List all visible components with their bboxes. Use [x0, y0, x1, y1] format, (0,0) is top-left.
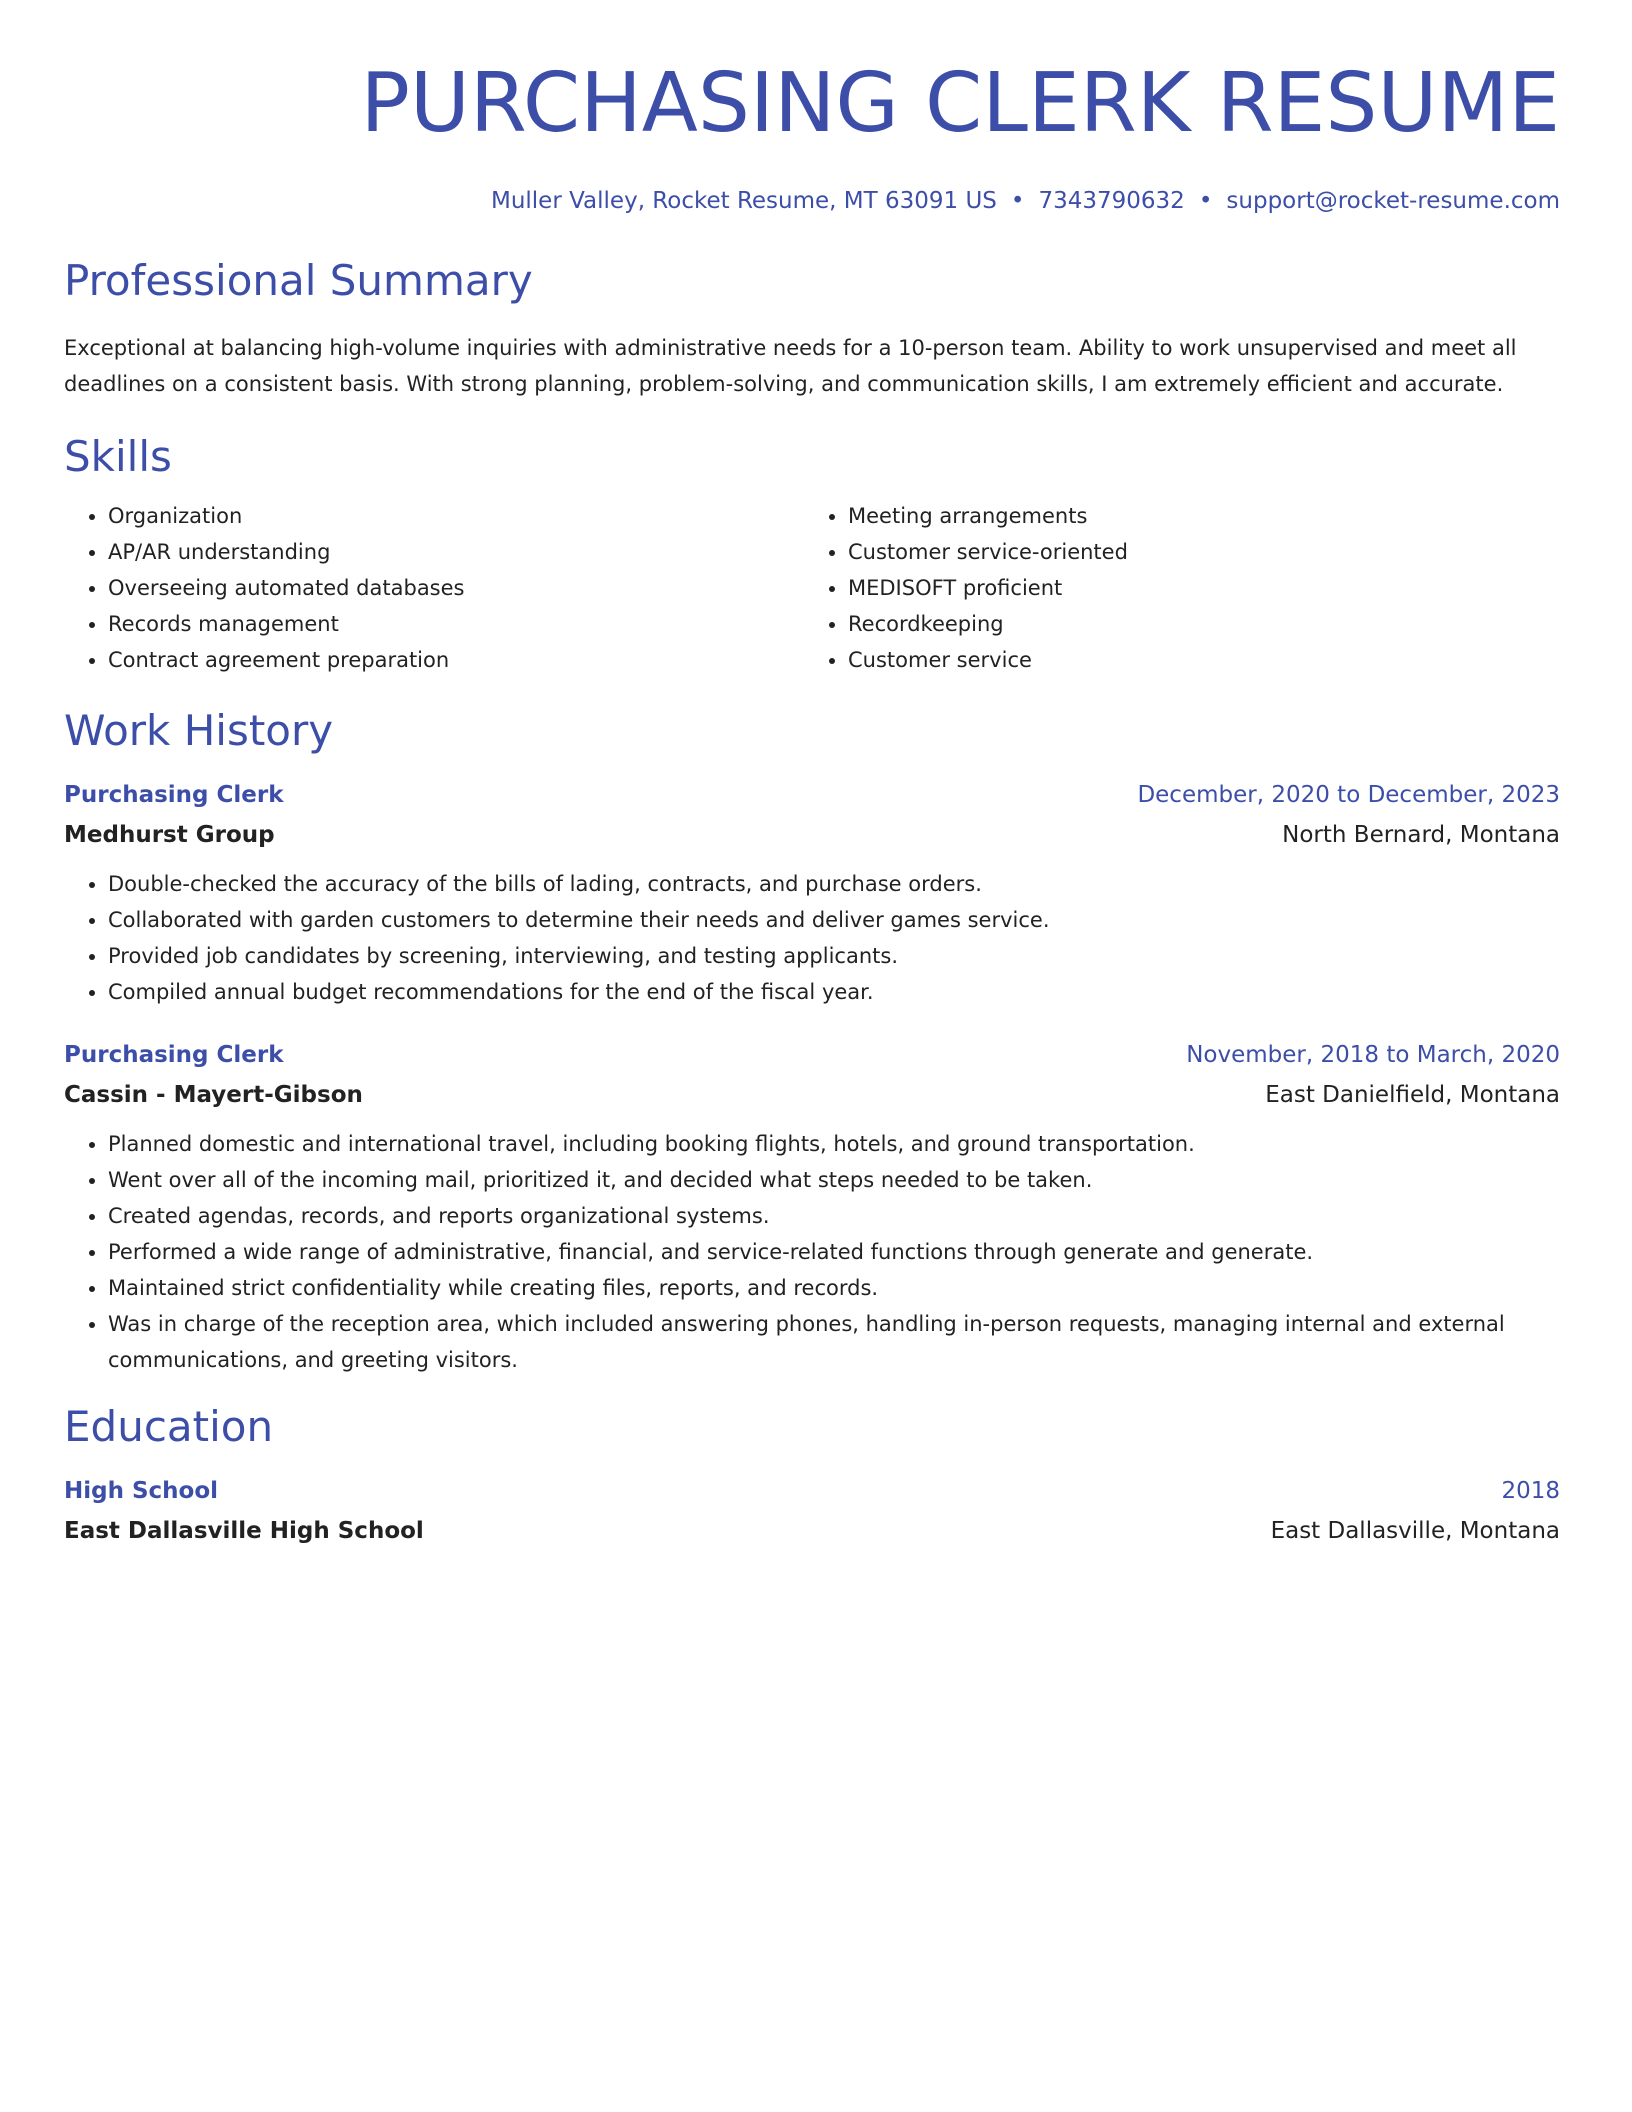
- job-dates: December, 2020 to December, 2023: [1137, 782, 1560, 808]
- job-bullet: • Provided job candidates by screening, interviewing, and testing applicants.: [108, 938, 1560, 974]
- job-company: Cassin - Mayert-Gibson: [64, 1082, 363, 1108]
- contact-email[interactable]: support@rocket-resume.com: [1226, 188, 1560, 214]
- contact-separator: •: [1198, 188, 1213, 214]
- education-section: [64, 1402, 1560, 1546]
- contact-separator: •: [1010, 188, 1025, 214]
- skills-section: [64, 432, 1560, 678]
- skill-item: • AP/AR understanding: [108, 534, 804, 570]
- skill-item: • Organization: [108, 498, 804, 534]
- skills-list-left: [64, 498, 804, 678]
- job-bullet: • Performed a wide range of administrative, financial, and service-related functions through generate and generate.: [108, 1234, 1560, 1270]
- job-bullet: • Double-checked the accuracy of the bills of lading, contracts, and purchase orders.: [108, 866, 1560, 902]
- job-bullet: • Collaborated with garden customers to determine their needs and deliver games service.: [108, 902, 1560, 938]
- job-bullet: • Was in charge of the reception area, which included answering phones, handling in-person requests, managing internal and external communications, and greeting visitors.: [108, 1306, 1560, 1378]
- job-bullets: [64, 1126, 1560, 1378]
- job-subheader: [64, 1080, 1560, 1110]
- skill-item: • Contract agreement preparation: [108, 642, 804, 678]
- education-degree: High School: [64, 1478, 219, 1504]
- education-subheader: [64, 1516, 1560, 1546]
- job-role: Purchasing Clerk: [64, 1042, 284, 1068]
- job-subheader: [64, 820, 1560, 850]
- summary-text: Exceptional at balancing high-volume inquiries with administrative needs for a 10-person team. Ability to work unsupervised and meet all deadlines on a consistent basis. With strong planning, problem-solving, and communication skills, I am extremely efficient and accurate.: [64, 336, 1517, 396]
- contact-phone[interactable]: 7343790632: [1038, 188, 1185, 214]
- job-bullet: • Planned domestic and international travel, including booking flights, hotels, and ground transportation.: [108, 1126, 1560, 1162]
- education-location: East Dallasville, Montana: [1270, 1518, 1560, 1544]
- skill-item: • Recordkeeping: [848, 606, 1544, 642]
- job-bullet: • Maintained strict confidentiality while creating files, reports, and records.: [108, 1270, 1560, 1306]
- job-entry: [64, 780, 1560, 1010]
- skills-list-right: [804, 498, 1544, 678]
- job-bullet: • Created agendas, records, and reports organizational systems.: [108, 1198, 1560, 1234]
- job-location: North Bernard, Montana: [1282, 822, 1560, 848]
- job-entry: [64, 1040, 1560, 1378]
- education-heading: Education: [64, 1402, 274, 1451]
- skill-item: • Records management: [108, 606, 804, 642]
- job-location: East Danielfield, Montana: [1265, 1082, 1560, 1108]
- skill-item: • Customer service: [848, 642, 1544, 678]
- summary-section: [64, 256, 1560, 402]
- skill-item: • Customer service-oriented: [848, 534, 1544, 570]
- job-header: [64, 1040, 1560, 1070]
- resume-page: [64, 0, 1560, 1546]
- education-school: East Dallasville High School: [64, 1518, 424, 1544]
- job-bullets: [64, 866, 1560, 1010]
- skill-item: • Overseeing automated databases: [108, 570, 804, 606]
- contact-line: [64, 186, 1560, 216]
- contact-address: Muller Valley, Rocket Resume, MT 63091 US: [490, 188, 997, 214]
- work-history-section: [64, 706, 1560, 1378]
- job-role: Purchasing Clerk: [64, 782, 284, 808]
- education-entry: [64, 1476, 1560, 1546]
- summary-heading: Professional Summary: [64, 256, 533, 305]
- skill-item: • MEDISOFT proficient: [848, 570, 1544, 606]
- job-header: [64, 780, 1560, 810]
- job-bullet: • Went over all of the incoming mail, prioritized it, and decided what steps needed to be taken.: [108, 1162, 1560, 1198]
- job-company: Medhurst Group: [64, 822, 275, 848]
- education-year: 2018: [1501, 1478, 1560, 1504]
- education-header: [64, 1476, 1560, 1506]
- skills-columns: [64, 498, 1560, 678]
- work-history-heading: Work History: [64, 706, 334, 755]
- skill-item: • Meeting arrangements: [848, 498, 1544, 534]
- resume-title: PURCHASING CLERK RESUME: [360, 56, 1560, 151]
- job-dates: November, 2018 to March, 2020: [1186, 1042, 1560, 1068]
- job-bullet: • Compiled annual budget recommendations for the end of the fiscal year.: [108, 974, 1560, 1010]
- skills-heading: Skills: [64, 432, 172, 481]
